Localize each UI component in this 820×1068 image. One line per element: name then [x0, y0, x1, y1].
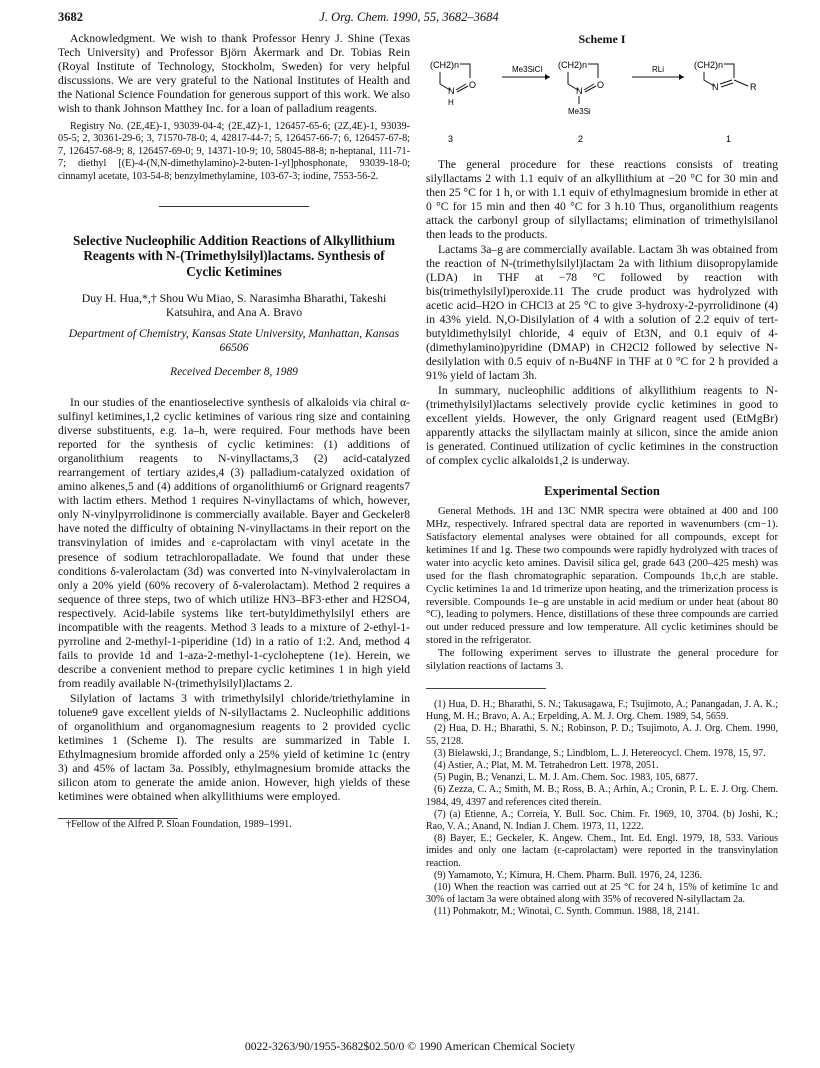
scheme-title: Scheme I: [578, 32, 626, 46]
reaction-arrow-1: [502, 65, 550, 80]
r-group-label: R: [750, 82, 757, 92]
procedure-paragraph: The general procedure for these reactions consists of treating silyllactams 2 with 1.1 equiv of an alkyllithium at −20 °C for 30 min and then 25 °C for 1 h, or with 1.1 equiv of ethylmagnesium bromide in ether at 0 °C for 15 min and then 40 °C for 3 h.10 Thus, organolithium reagents attack the carbonyl group of silyllactams; elimination of trimethylsilanol then leads to the products.: [426, 158, 778, 242]
journal-citation: J. Org. Chem. 1990, 55, 3682–3684: [319, 10, 499, 24]
reference-item: (10) When the reaction was carried out at 25 °C for 24 h, 15% of ketimine 1c and 30% of lactam 3a were obtained along with 35% of recovered N-silyllactam 2a.: [426, 881, 778, 906]
reference-item: (3) Bielawski, J.; Brandange, S.; Lindblom, L. J. Hetereocycl. Chem. 1978, 15, 97.: [434, 747, 766, 759]
oxygen-label: O: [469, 80, 477, 90]
acknowledgment: Acknowledgment. We wish to thank Professor Henry J. Shine (Texas Tech University) and Professor Björn Åkermark and Dr. Tobias Rein (Royal Institute of Technology, Stockholm, Sweden) for very helpful discussions. We are very grateful to the National Institutes of Health and the National Science Foundation for generous support of this work. We also wish to thank Johnson Matthey Inc. for a loan of palladium reagents.: [58, 32, 410, 116]
compound-3: [430, 60, 476, 144]
section-heading: Experimental Section: [544, 484, 660, 499]
author-list: Duy H. Hua,*,† Shou Wu Miao, S. Narasimha Bharathi, Takeshi Katsuhira, and Ana A. Bravo: [81, 291, 387, 320]
page-number: 3682: [58, 10, 83, 24]
right-column: [426, 32, 778, 919]
author-footnote: †Fellow of the Alfred P. Sloan Foundation, 1989–1991.: [66, 819, 292, 831]
page-footer: 0022-3263/90/1955-3682$02.50/0 © 1990 American Chemical Society: [244, 1040, 576, 1053]
reference-item: (5) Pugin, B.; Venanzi, L. M. J. Am. Chem. Soc. 1983, 105, 6877.: [434, 772, 698, 784]
scheme-diagram: [426, 50, 778, 150]
section-divider: [159, 206, 309, 207]
nitrogen-label: N: [712, 82, 719, 92]
silylation-paragraph: Silylation of lactams 3 with trimethylsilyl chloride/triethylamine in toluene9 gave excellent yields of N-silyllactams 2. Nucleophilic additions of organolithium and organomagnesium reagents to 2 provided cyclic ketimines 1 (Scheme I). The results are summarized in Table I. Ethylmagnesium bromide afforded only a 25% yield of ketimine 1c (entry 3) and 45% of lactam 3a. Possibly, ethylmagnesium bromide attacks the silicon atom to generate the amide anion. However, high yields of these ketimines were obtained when alkyllithiums were employed.: [58, 691, 410, 804]
experiment-intro: The following experiment serves to illustrate the general procedure for silylation reactions of lactams 3.: [426, 648, 778, 673]
hydrogen-label: H: [448, 98, 454, 107]
page-header: [58, 10, 760, 30]
compound-1-label: 1: [726, 134, 732, 144]
affiliation: Department of Chemistry, Kansas State University, Manhattan, Kansas 66506: [68, 327, 400, 355]
references-rule: [426, 688, 546, 689]
nitrogen-label: N: [576, 86, 583, 96]
compound-3-label: 3: [448, 134, 454, 144]
ring-label: (CH2)n: [694, 60, 724, 70]
compound-2-label: 2: [578, 134, 584, 144]
trimethylsilyl-label: Me3Si: [568, 107, 591, 116]
reference-item: (4) Astier, A.; Plat, M. M. Tetrahedron Lett. 1978, 2051.: [434, 759, 659, 771]
reagent-1: Me3SiCl: [512, 65, 543, 74]
reagent-2: RLi: [652, 65, 665, 74]
intro-paragraph: In our studies of the enantioselective synthesis of alkaloids via chiral α-sulfinyl ketimines,1,2 cyclic ketimines of various ring size and containing diverse substituents, e.g. 1a–h, were required. Four methods have been reported for the synthesis of cyclic ketimines: (1) additions of organolithium reagents to N-vinyllactams,3 (2) acid-catalyzed rearrangement of tertiary azides,4 (3) palladium-catalyzed oxidation of amino alkenes,5 and (4) additions of organolithium6 or Grignard reagents7 with lactim ethers. Method 1 requires N-vinyllactams of which, however, only N-vinylpyrrolidinone is commercially available. Bayer and Geckeler8 have noted the difficulty of obtaining N-vinyllactams in their report on the transvinylation of imides and ε-caprolactam with vinyl acetate in the presence of sodium tetrachloropalladate. We found that under these conditions δ-valerolactam (3d) was converted into N-vinylvalerolactam in only a 20% yield (60% recovery of δ-valerolactam). Method 2 requires a sequence of three steps, two of which utilize HN3–BF3·ether and H2SO4, respectively. Acid-labile systems like tert-butyldimethylsilyl ethers are incompatible with the reagents. Method 3 leads to a mixture of 2-ethyl-1-pyrroline and 2-methyl-1-piperidine (1d) in a ratio of 1:2. And, method 4 fails to provide 1d and 1-aza-2-methyl-1-cycloheptene (1e). Herein, we describe a convenient method to prepare cyclic ketimines 1 in high yield from readily available N-(trimethylsilyl)lactams 2.: [58, 395, 410, 691]
ring-label: (CH2)n: [558, 60, 588, 70]
left-column: [58, 32, 410, 832]
summary-paragraph: In summary, nucleophilic additions of alkyllithium reagents to N-(trimethylsilyl)lactams selectively provide cyclic ketimines in good to excellent yields. However, the only Grignard reagent used (EtMgBr) apparently attacks the silyllactam mainly at silicon, since the amide anion is generated. Continued utilization of cyclic ketimines in the construction of complex cyclic alkaloids1,2 is underway.: [426, 383, 778, 467]
registry-numbers: Registry No. (2E,4E)-1, 93039-04-4; (2E,4Z)-1, 126457-65-6; (2Z,4E)-1, 93039-05-5; 2, 30361-29-6; 3, 71570-78-0; 4, 42817-44-7; 5, 126457-66-7; 6, 126457-67-8; 7, 126457-68-9; 8, 126457-69-0; 9, 14371-10-9; 10, 58045-88-8; n-heptanal, 111-71-7; diethyl [(E)-4-(N,N-dimethylamino)-2-buten-1-yl]phosphonate, 93039-18-0; cinnamyl acetate, 103-54-8; benzylmethylamine, 103-67-3; iodine, 7553-56-2.: [58, 120, 410, 182]
reference-item: (9) Yamamoto, Y.; Kimura, H. Chem. Pharm. Bull. 1976, 24, 1236.: [434, 869, 703, 881]
reference-item: (2) Hua, D. H.; Bharathi, S. N.; Robinson, P. D.; Tsujimoto, A. J. Org. Chem. 1990, 55, 2128.: [426, 723, 778, 747]
reaction-arrow-2: [632, 65, 684, 80]
reference-item: (6) Zezza, C. A.; Smith, M. B.; Ross, B. A.; Arhin, A.; Cronin, P. L. E. J. Org. Chem. 1984, 49, 4397 and references cited therein.: [426, 784, 778, 808]
compound-2: [558, 60, 604, 144]
lactam-paragraph: Lactams 3a–g are commercially available. Lactam 3h was obtained from the reaction of N-(trimethylsilyl)lactam 2a with lithium diisopropylamide (LDA) in THF at −78 °C followed by reaction with bis(trimethylsilyl)peroxide.11 The crude product was hydrolyzed with acetic acid–H2O in CHCl3 at 25 °C to give 3-hydroxy-2-pyrrolidinone (4) in 43% yield. N,O-Disilylation of 4 with a solution of 2.2 equiv of tert-butyldimethylsilyl chloride, 4 equiv of Et3N, and 0.1 equiv of 4-(dimethylamino)pyridine (DMAP) in CH2Cl2 followed by selective N-desilylation with 0.5 equiv of n-Bu4NF in THF at 0 °C for 2 h provided a 91% yield of lactam 3h.: [426, 242, 778, 383]
ring-label: (CH2)n: [430, 60, 460, 70]
received-date: Received December 8, 1989: [170, 366, 298, 379]
nitrogen-label: N: [448, 86, 455, 96]
reference-item: (8) Bayer, E.; Geckeler, K. Angew. Chem., Int. Ed. Engl. 1979, 18, 533. Various imides and only one lactam (ε-caprolactam) were reported in the transvinylation reaction.: [426, 833, 778, 869]
compound-1: [694, 60, 757, 144]
reference-item: (11) Pohmakotr, M.; Winotai, C. Synth. Commun. 1988, 18, 2141.: [434, 906, 700, 918]
oxygen-label: O: [597, 80, 605, 90]
article-title: Selective Nucleophilic Addition Reactions of Alkyllithium Reagents with N-(Trimethylsilyl)lactams. Synthesis of Cyclic Ketimines: [72, 232, 395, 279]
general-methods: General Methods. 1H and 13C NMR spectra were obtained at 400 and 100 MHz, respectively. Infrared spectral data are reported in wavenumbers (cm−1). Satisfactory elemental analyses were obtained for all compounds, except for ketimines 1f and 1g. These two compounds were rapidly hydrolyzed with traces of water into acyclic keto amines. Davisil silica gel, grade 643 (200–425 mesh) was used for the flash chromatographic separation. Compounds 1b,c,h are stable. Cyclic ketimines 1a and 1d trimerize upon heating, and the trimerization process is reversible. Compounds 1e–g are unstable in acid medium or under heat (about 80 °C), leading to polymers. Hence, distillations of these three compounds are carried out under reduced pressure and low temperature. All cyclic ketimines should be stored in the refrigerator.: [426, 506, 778, 647]
reference-item: (1) Hua, D. H.; Bharathi, S. N.; Takusagawa, F.; Tsujimoto, A.; Panangadan, J. A. K.; Hung, M. H.; Bravo, A. A.; Erpelding, A. M. J. Org. Chem. 1989, 54, 5659.: [426, 698, 778, 723]
references-list: [426, 699, 778, 919]
reference-item: (7) (a) Etienne, A.; Correia, Y. Bull. Soc. Chim. Fr. 1969, 10, 3704. (b) Joshi, K.; Rao, V. A.; Anand, N. Indian J. Chem. 1973, 11, 1222.: [426, 808, 778, 832]
